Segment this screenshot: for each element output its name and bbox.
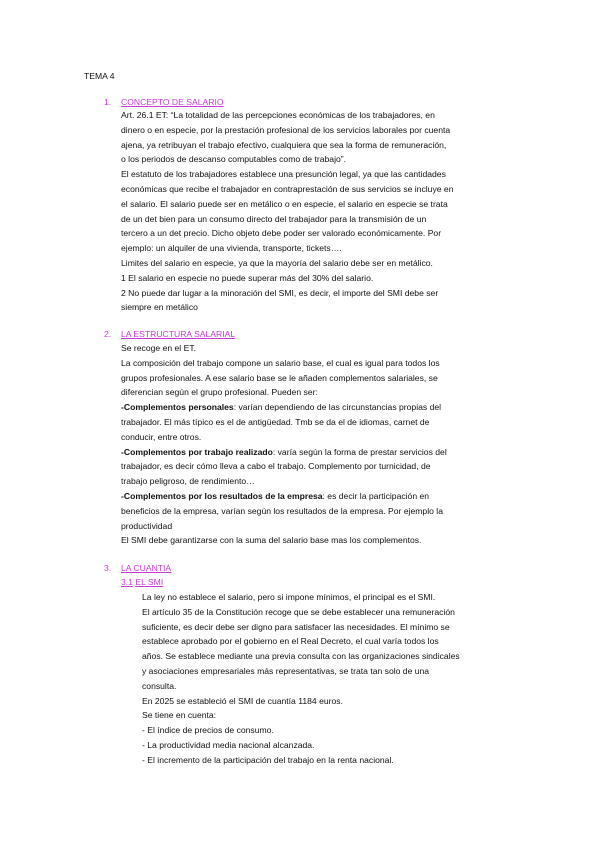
section-3-line: El artículo 35 de la Constitución recoge que se debe establecer una remuneración (142, 606, 455, 617)
section-3-body (142, 590, 572, 768)
section-3-title: LA CUANTIA (121, 563, 172, 573)
section-1-line: 1 El salario en especie no puede superar más del 30% del salario. (121, 272, 374, 283)
section-3-line: - La productividad media nacional alcanzada. (142, 739, 315, 750)
section-1-line: El estatuto de los trabajadores establece una presunción legal, ya que las cantidades (121, 169, 446, 180)
section-3-line: consulta. (142, 680, 177, 691)
section-1-line: ejemplo: un alquiler de una vivienda, transporte, tickets…. (121, 243, 342, 254)
subsection-3-1-title: EL SMI (135, 577, 164, 587)
section-1-line: económicas que recibe el trabajador en contraprestación de sus servicios se incluye en (121, 183, 454, 194)
section-3-heading (104, 561, 404, 575)
section-1-number: 1. (104, 97, 112, 107)
section-3-line: En 2025 se estableció el SMI de cuantía 1184 euros. (142, 695, 343, 706)
section-3-line: Se tiene en cuenta: (142, 710, 217, 721)
section-1-line: el salario. El salario puede ser en metálico o en especie, el salario en especie se trata (121, 198, 448, 209)
complement-results-text: : es decir la participación en (322, 490, 430, 501)
complement-item-results (121, 489, 571, 504)
section-3-line: y asociaciones empresariales más representativas, se trata tan solo de una (142, 665, 430, 676)
section-2-line: trabajador. El más típico es el de antigüedad. Tmb se da el de idiomas, carnet de (121, 416, 430, 427)
section-3-line: suficiente, es decir debe ser digno para satisfacer las necesidades. El mínimo se (142, 621, 450, 632)
section-2-title: LA ESTRUCTURA SALARIAL (121, 329, 236, 339)
section-1-line: dinero o en especie, por la prestación profesional de los servicios laborales por cuenta (121, 124, 451, 135)
complement-work-label: -Complementos por trabajo realizado (121, 446, 273, 457)
section-2-heading (104, 327, 404, 341)
section-1-body (121, 108, 571, 315)
subsection-3-1-heading (121, 575, 163, 589)
section-2-closing: El SMI debe garantizarse con la suma del salario base mas los complementos. (121, 535, 422, 546)
section-1-line: de un det bien para un consumo directo del trabajador para la transmisión de un (121, 213, 427, 224)
section-2-body (121, 341, 571, 548)
section-3-number: 3. (104, 563, 112, 573)
section-3-line: - El incremento de la participación del trabajo en la renta nacional. (142, 754, 394, 765)
section-2-line: trabajo peligroso, de rendimiento… (121, 476, 255, 487)
section-1-line: tercero a un det precio. Dicho objeto debe poder ser valorado económicamente. Por (121, 228, 442, 239)
section-2-line: trabajador, es decir cómo lleva a cabo el trabajo. Complemento por turnicidad, de (121, 461, 431, 472)
complement-personal-label: -Complementos personales (121, 402, 234, 413)
complement-item-personal (121, 400, 571, 415)
section-1-heading (104, 95, 404, 109)
section-2-line: Se recoge en el ET. (121, 343, 197, 353)
complement-results-label: -Complementos por los resultados de la empresa (121, 490, 323, 501)
section-2-line: La composición del trabajo compone un salario base, el cual es igual para todos los (121, 357, 440, 368)
section-3-line: - El índice de precios de consumo. (142, 725, 274, 736)
section-1-line: siempre en metálico (121, 302, 198, 313)
section-1-line: Art. 26.1 ET: “La totalidad de las percepciones económicas de los trabajadores, en (121, 110, 435, 120)
section-1-title: CONCEPTO DE SALARIO (121, 97, 224, 107)
section-2-line: diferencian según el grupo profesional. Pueden ser: (121, 387, 318, 398)
section-1-line: ajena, ya retribuyan el trabajo efectivo, cualquiera que sea la forma de remuneración, (121, 139, 447, 150)
section-2-line: productividad (121, 520, 173, 531)
complement-work-text: : varía según la forma de prestar servicios del (272, 446, 447, 457)
section-3-line: La ley no establece el salario, pero si impone mínimos, el principal es el SMI. (142, 592, 436, 602)
subsection-3-1-number: 3.1 (121, 577, 133, 587)
complement-item-work (121, 445, 571, 460)
section-1-line: Limites del salario en especie, ya que la mayoría del salario debe ser en metálico. (121, 257, 433, 268)
complement-personal-text: : varían dependiendo de las circunstancias propias del (233, 402, 442, 413)
section-2-line: beneficios de la empresa, varían según los resultados de la empresa. Por ejemplo la (121, 505, 443, 516)
document-title: TEMA 4 (84, 71, 115, 81)
section-3-line: establece aprobado por el gobierno en el Real Decreto, el cual varía todos los (142, 636, 439, 647)
section-2-number: 2. (104, 329, 112, 339)
section-2-line: conducir, entre otros. (121, 431, 202, 442)
section-1-line: 2 No puede dar lugar a la minoración del SMI, es decir, el importe del SMI debe ser (121, 287, 439, 298)
section-1-line: o los periodos de descanso computables como de trabajo”. (121, 154, 347, 165)
section-3-line: años. Se establece mediante una previa consulta con las organizaciones sindicales (142, 651, 460, 662)
section-2-line: grupos profesionales. A ese salario base se le añaden complementos salariales, se (121, 372, 438, 383)
